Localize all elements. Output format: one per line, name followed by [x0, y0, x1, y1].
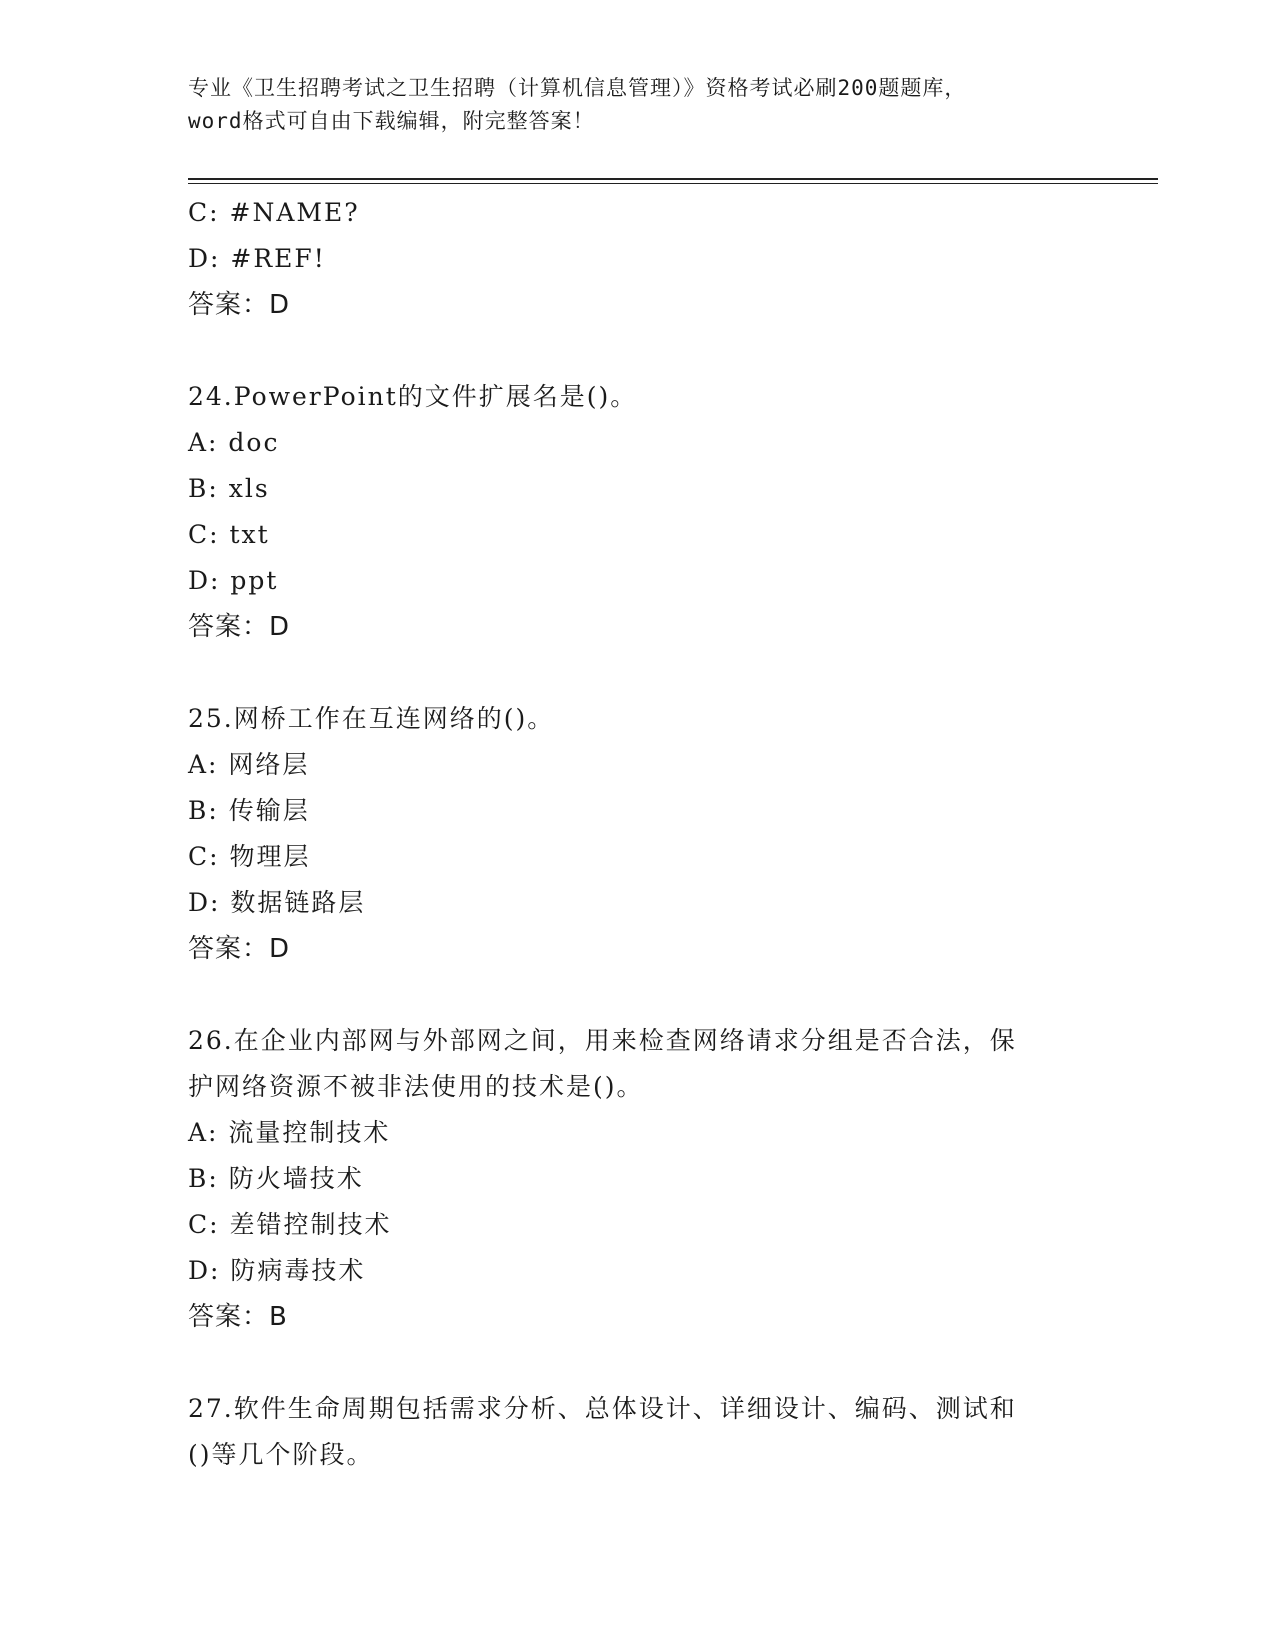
header-title-line-1: 专业《卫生招聘考试之卫生招聘（计算机信息管理）》资格考试必刷200题题库， [188, 76, 967, 100]
question-25 [188, 696, 1088, 972]
option-c: C: 物理层 [188, 842, 311, 871]
question-23-continued [188, 190, 1088, 328]
question-stem-line-1: 26.在企业内部网与外部网之间，用来检查网络请求分组是否合法，保 [188, 1026, 1017, 1055]
header-divider-thin [188, 183, 1158, 184]
question-stem: 24.PowerPoint的文件扩展名是()。 [188, 382, 638, 411]
option-a: A: 网络层 [188, 750, 310, 779]
option-a: A: 流量控制技术 [188, 1118, 391, 1147]
option-c: C: txt [188, 520, 270, 549]
question-stem: 25.网桥工作在互连网络的()。 [188, 704, 555, 733]
option-d: D: #REF! [188, 244, 326, 273]
option-d: D: ppt [188, 566, 279, 595]
option-d: D: 防病毒技术 [188, 1256, 366, 1285]
question-27 [188, 1386, 1088, 1478]
question-stem-line-1: 27.软件生命周期包括需求分析、总体设计、详细设计、编码、测试和 [188, 1394, 1017, 1423]
option-c: C: #NAME? [188, 198, 360, 227]
header-divider-thick [188, 178, 1158, 180]
answer-line: 答案：D [188, 934, 291, 964]
question-26 [188, 1018, 1088, 1340]
document-header [188, 72, 1088, 138]
option-a: A: doc [188, 428, 280, 457]
question-list [188, 190, 1088, 1478]
answer-line: 答案：D [188, 290, 291, 320]
option-b: B: 传输层 [188, 796, 310, 825]
question-24 [188, 374, 1088, 650]
header-title-line-2: word格式可自由下载编辑，附完整答案！ [188, 109, 595, 133]
option-b: B: xls [188, 474, 270, 503]
question-stem-line-2: 护网络资源不被非法使用的技术是()。 [188, 1072, 644, 1101]
answer-line: 答案：B [188, 1302, 288, 1332]
answer-line: 答案：D [188, 612, 291, 642]
option-d: D: 数据链路层 [188, 888, 366, 917]
option-b: B: 防火墙技术 [188, 1164, 364, 1193]
question-stem-line-2: ()等几个阶段。 [188, 1440, 374, 1469]
option-c: C: 差错控制技术 [188, 1210, 392, 1239]
